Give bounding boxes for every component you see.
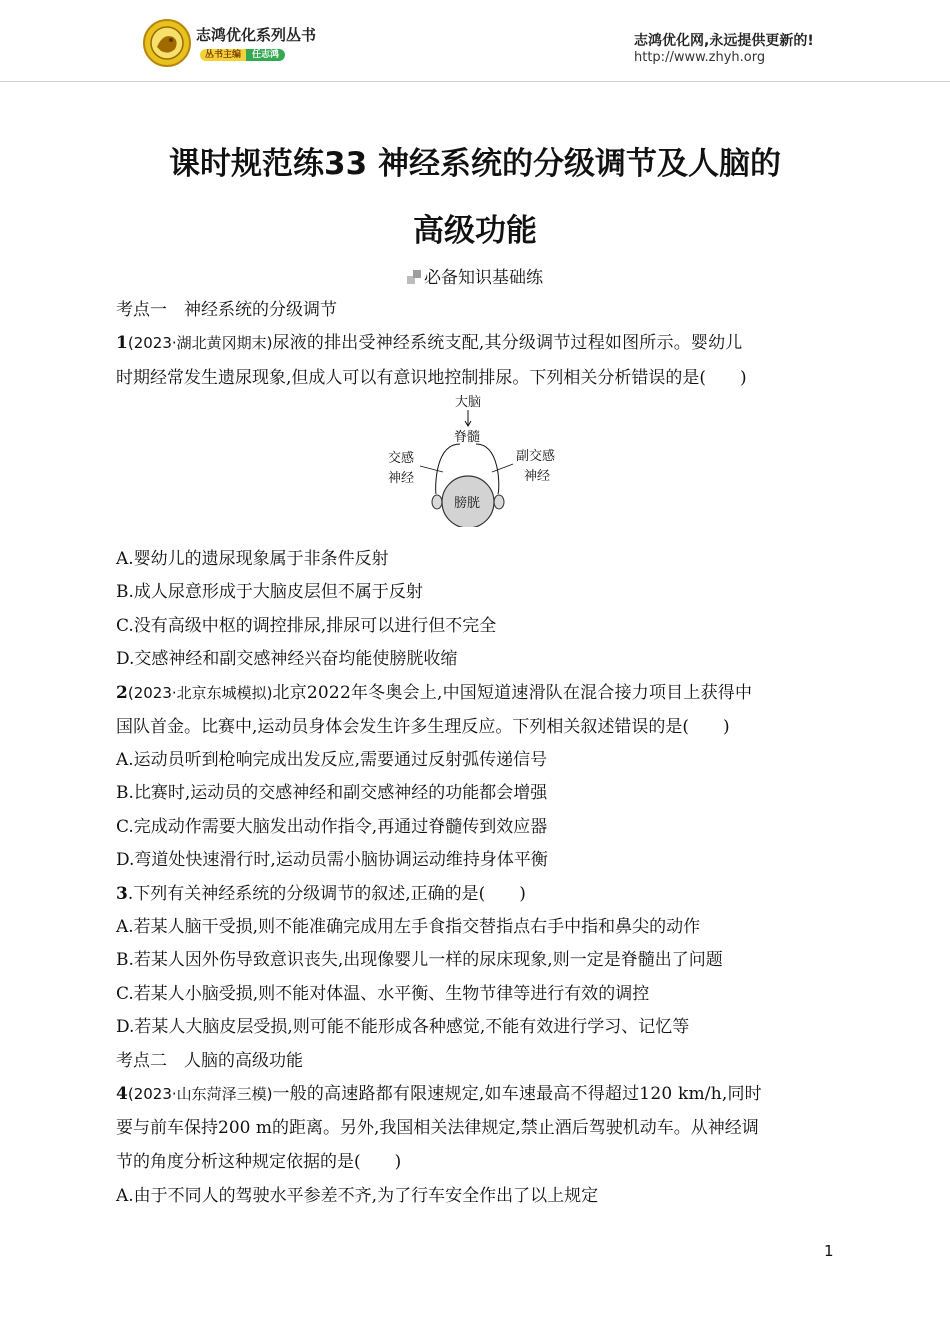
page-header bbox=[0, 0, 950, 82]
question-number: 2 bbox=[116, 683, 128, 703]
question-source: (2023·山东菏泽三模) bbox=[127, 1085, 273, 1103]
brand-title: 志鸿优化系列丛书 bbox=[196, 26, 317, 44]
question-4-line-1 bbox=[116, 1082, 762, 1106]
q2-option-d: D.弯道处快速滑行时,运动员需小脑协调运动维持身体平衡 bbox=[116, 850, 548, 870]
topic-heading-2: 考点二 人脑的高级功能 bbox=[116, 1051, 303, 1071]
page-title-line1: 课时规范练33 神经系统的分级调节及人脑的 bbox=[169, 146, 781, 182]
q2-option-a: A.运动员听到枪响完成出发反应,需要通过反射弧传递信号 bbox=[116, 750, 548, 770]
diagram-label-brain: 大脑 bbox=[455, 395, 482, 410]
diagram-label-sympathetic-2: 神经 bbox=[388, 471, 415, 486]
question-number: 1 bbox=[116, 333, 128, 353]
question-4-line-3: 节的角度分析这种规定依据的是( ) bbox=[116, 1152, 402, 1172]
q3-option-b: B.若某人因外伤导致意识丧失,出现像婴儿一样的尿床现象,则一定是脊髓出了问题 bbox=[116, 950, 723, 970]
question-text: 尿液的排出受神经系统支配,其分级调节过程如图所示。婴幼儿 bbox=[272, 333, 743, 353]
question-3-line-1 bbox=[116, 882, 526, 906]
q3-option-d: D.若某人大脑皮层受损,则可能不能形成各种感觉,不能有效进行学习、记忆等 bbox=[116, 1017, 690, 1037]
section-heading-text: 必备知识基础练 bbox=[424, 268, 543, 288]
question-text: 一般的高速路都有限速规定,如车速最高不得超过120 km/h,同时 bbox=[272, 1084, 762, 1104]
q2-option-b: B.比赛时,运动员的交感神经和副交感神经的功能都会增强 bbox=[116, 783, 548, 803]
diagram-label-parasympathetic-2: 神经 bbox=[524, 469, 551, 484]
section-heading bbox=[0, 263, 950, 288]
diagram-label-sympathetic-1: 交感 bbox=[388, 451, 415, 466]
question-source: (2023·北京东城模拟) bbox=[127, 684, 273, 702]
brand-subtitle-left: 丛书主编 bbox=[200, 49, 246, 61]
urination-regulation-diagram bbox=[380, 392, 570, 527]
q2-option-c: C.完成动作需要大脑发出动作指令,再通过脊髓传到效应器 bbox=[116, 817, 548, 837]
question-2-line-2: 国队首金。比赛中,运动员身体会发生许多生理反应。下列相关叙述错误的是( ) bbox=[116, 717, 730, 737]
q4-option-a: A.由于不同人的驾驶水平参差不齐,为了行车安全作出了以上规定 bbox=[116, 1186, 599, 1206]
q1-option-c: C.没有高级中枢的调控排尿,排尿可以进行但不完全 bbox=[116, 616, 497, 636]
question-2-line-1 bbox=[116, 681, 752, 705]
q1-option-a: A.婴幼儿的遗尿现象属于非条件反射 bbox=[116, 549, 389, 569]
diagram-label-bladder: 膀胱 bbox=[454, 496, 481, 511]
brand-subtitle-right: 任志鸿 bbox=[246, 49, 285, 61]
header-url-link[interactable]: http://www.zhyh.org bbox=[634, 50, 766, 65]
brand-subtitle bbox=[200, 47, 285, 60]
header-divider bbox=[0, 81, 950, 82]
question-text: .下列有关神经系统的分级调节的叙述,正确的是( ) bbox=[127, 884, 526, 904]
question-4-line-2: 要与前车保持200 m的距离。另外,我国相关法律规定,禁止酒后驾驶机动车。从神经调 bbox=[116, 1118, 759, 1138]
question-source: (2023·湖北黄冈期末) bbox=[127, 334, 273, 352]
diagram-label-spinal-cord: 脊髓 bbox=[454, 430, 481, 445]
page-title-line2: 高级功能 bbox=[413, 213, 537, 249]
page-number: 1 bbox=[824, 1242, 834, 1260]
question-number: 4 bbox=[116, 1084, 128, 1104]
question-text: 北京2022年冬奥会上,中国短道速滑队在混合接力项目上获得中 bbox=[272, 683, 753, 703]
q3-option-c: C.若某人小脑受损,则不能对体温、水平衡、生物节律等进行有效的调控 bbox=[116, 984, 650, 1004]
q3-option-a: A.若某人脑干受损,则不能准确完成用左手食指交替指点右手中指和鼻尖的动作 bbox=[116, 917, 701, 937]
question-1-line-2: 时期经常发生遗尿现象,但成人可以有意识地控制排尿。下列相关分析错误的是( ) bbox=[116, 368, 747, 388]
question-1-line-1 bbox=[116, 331, 743, 355]
brand-logo-icon bbox=[143, 19, 191, 67]
q1-option-b: B.成人尿意形成于大脑皮层但不属于反射 bbox=[116, 582, 423, 602]
header-slogan: 志鸿优化网,永远提供更新的! bbox=[634, 33, 814, 49]
topic-heading-1: 考点一 神经系统的分级调节 bbox=[116, 300, 337, 320]
q1-option-d: D.交感神经和副交感神经兴奋均能使膀胱收缩 bbox=[116, 649, 458, 669]
question-number: 3 bbox=[116, 884, 128, 904]
section-square-icon bbox=[407, 270, 421, 284]
diagram-label-parasympathetic-1: 副交感 bbox=[516, 449, 556, 464]
